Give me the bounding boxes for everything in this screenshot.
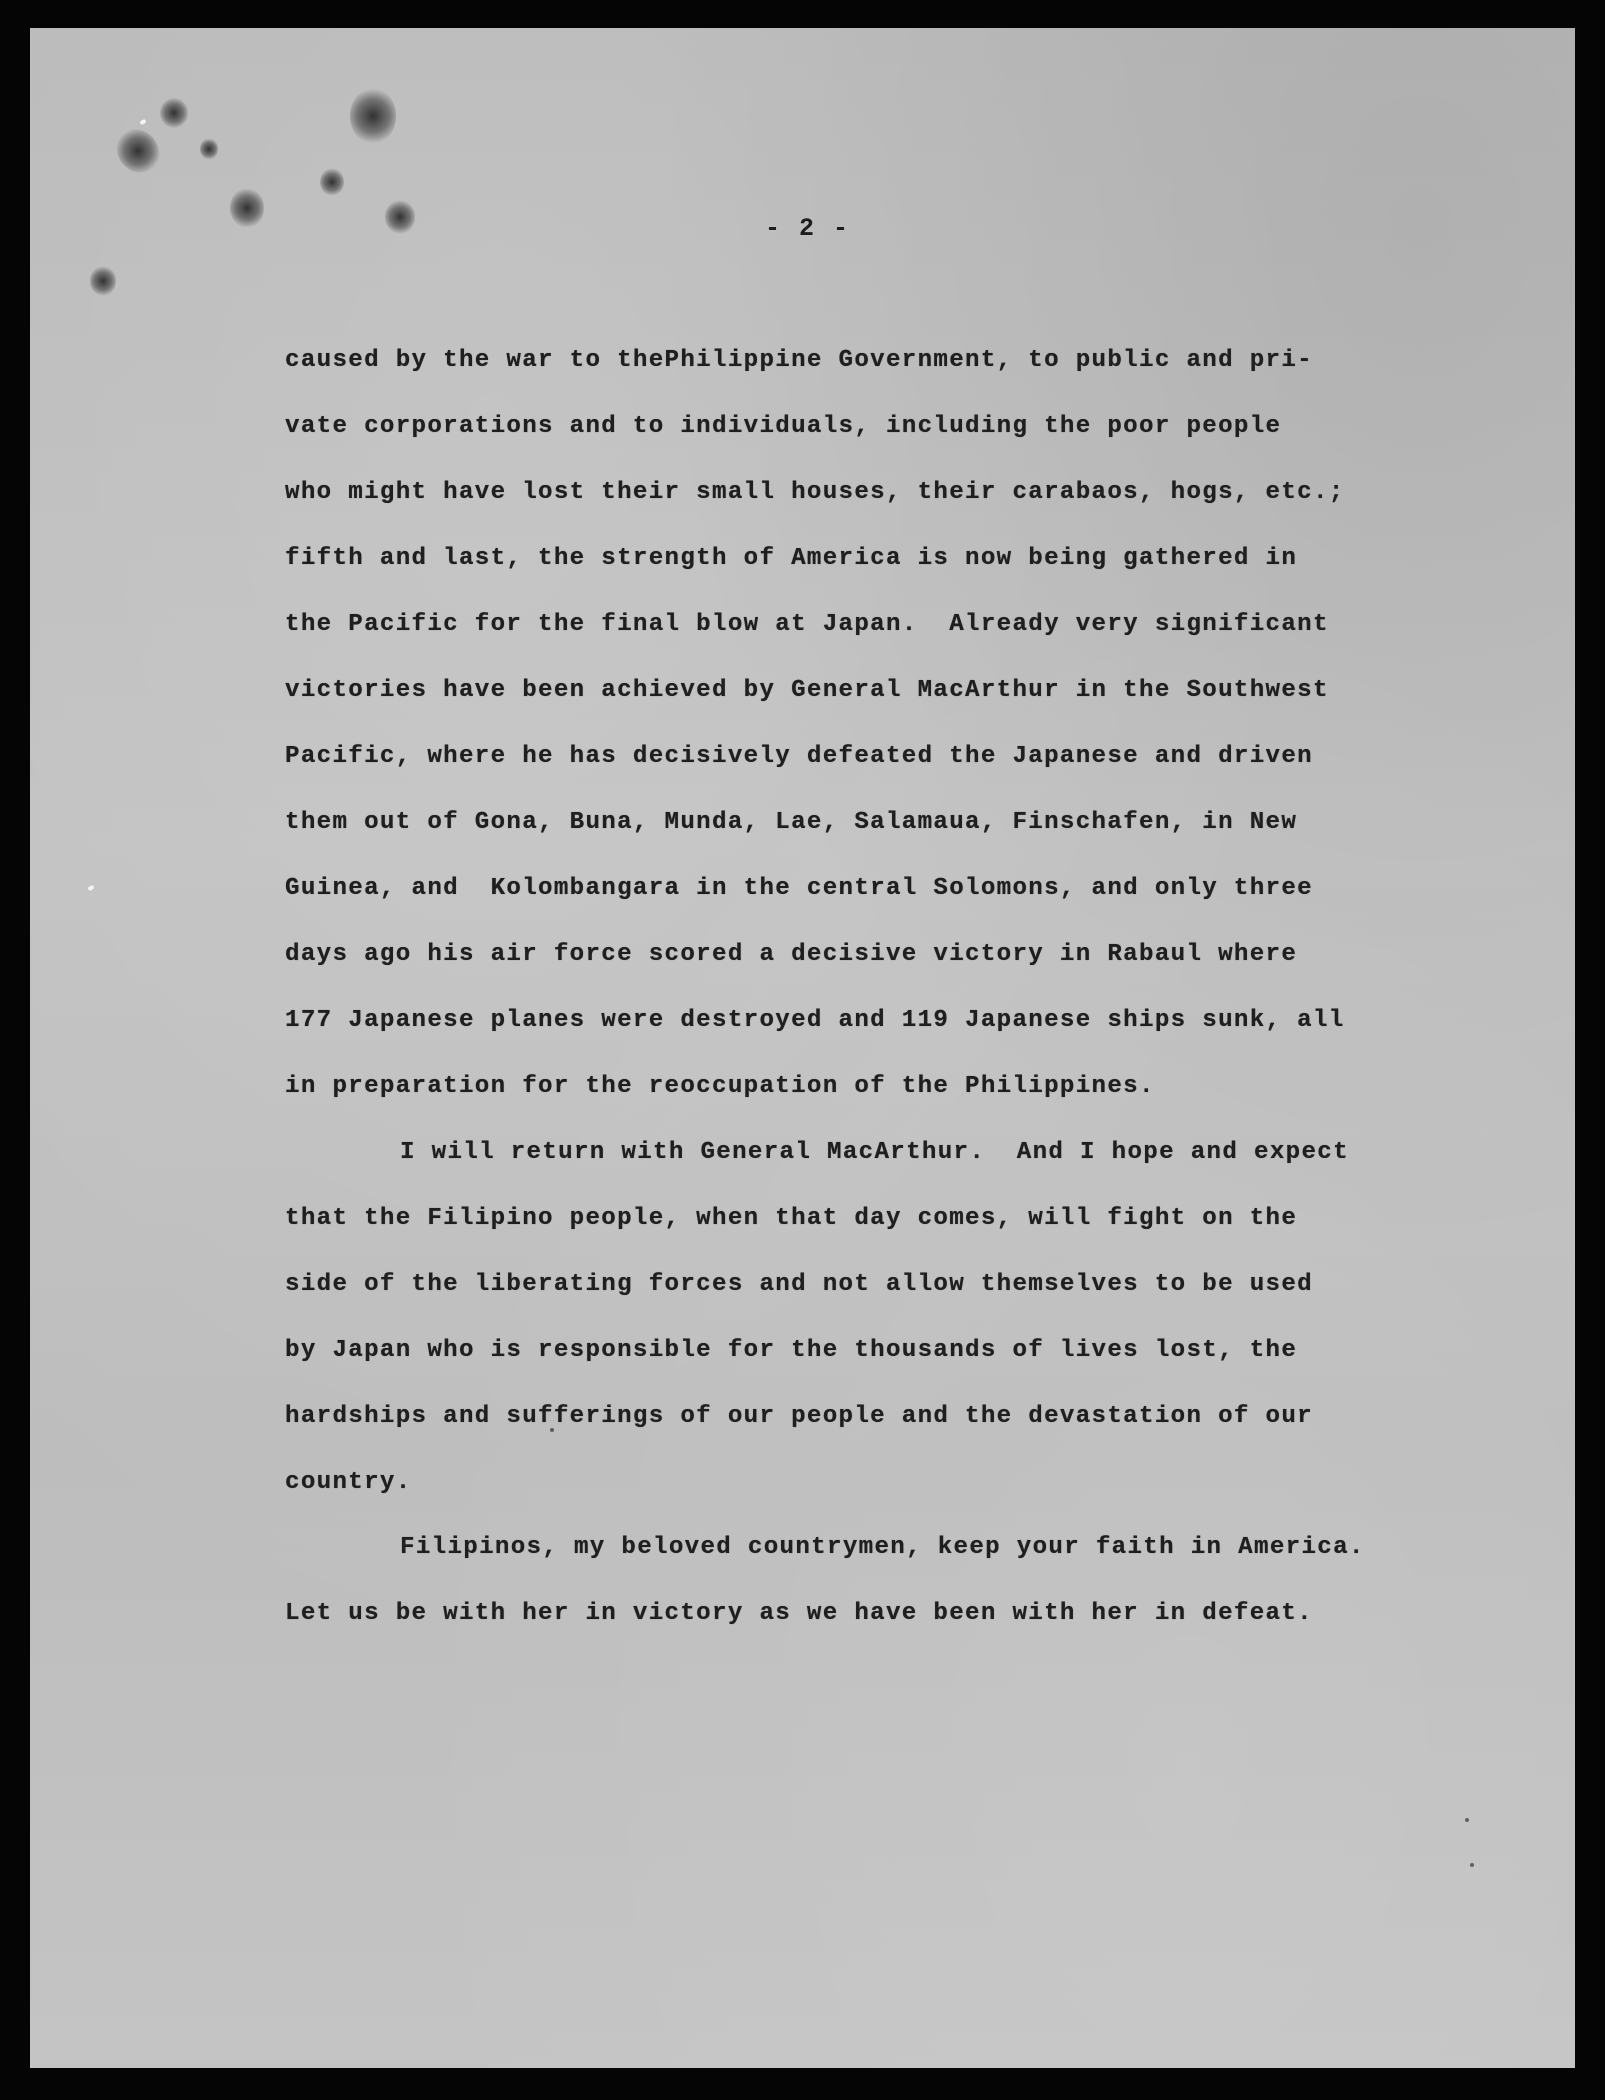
paper-speck	[139, 119, 146, 125]
text-line: Filipinos, my beloved countrymen, keep your faith in America.	[400, 1534, 1365, 1561]
paper-sheet	[30, 28, 1575, 2068]
ink-stain	[108, 121, 168, 182]
text-line: that the Filipino people, when that day comes, will fight on the	[285, 1205, 1298, 1232]
ink-stain	[90, 266, 116, 296]
paper-speck	[1470, 1863, 1474, 1867]
text-line: side of the liberating forces and not allow themselves to be used	[285, 1271, 1313, 1298]
ink-stain	[200, 138, 218, 160]
ink-stain	[350, 88, 396, 144]
text-line: caused by the war to thePhilippine Government, to public and pri-	[285, 347, 1313, 374]
text-line: 177 Japanese planes were destroyed and 119 Japanese ships sunk, all	[285, 1007, 1345, 1034]
text-line: country.	[285, 1469, 412, 1496]
text-line: Let us be with her in victory as we have been with her in defeat.	[285, 1600, 1313, 1627]
text-line: days ago his air force scored a decisive victory in Rabaul where	[285, 941, 1298, 968]
paper-speck	[87, 885, 94, 891]
text-line: who might have lost their small houses, their carabaos, hogs, etc.;	[285, 479, 1345, 506]
text-line: Pacific, where he has decisively defeated the Japanese and driven	[285, 743, 1313, 770]
page-number: - 2 -	[764, 214, 850, 243]
text-line: victories have been achieved by General MacArthur in the Southwest	[285, 677, 1329, 704]
text-line: the Pacific for the final blow at Japan. Already very significant	[285, 611, 1329, 638]
paragraph-1	[285, 328, 1445, 1120]
ink-stain	[320, 168, 344, 196]
text-line: them out of Gona, Buna, Munda, Lae, Salamaua, Finschafen, in New	[285, 809, 1298, 836]
paper-speck	[1465, 1818, 1469, 1822]
text-line: hardships and sufferings of our people and the devastation of our	[285, 1403, 1313, 1430]
ink-stain	[160, 98, 188, 128]
paragraph-2	[285, 1120, 1445, 1516]
text-line: in preparation for the reoccupation of the Philippines.	[285, 1073, 1155, 1100]
text-line: vate corporations and to individuals, including the poor people	[285, 413, 1282, 440]
text-line: by Japan who is responsible for the thousands of lives lost, the	[285, 1337, 1298, 1364]
text-line: I will return with General MacArthur. And I hope and expect	[400, 1139, 1349, 1166]
paragraph-3	[285, 1515, 1445, 1647]
text-line: fifth and last, the strength of America is now being gathered in	[285, 545, 1298, 572]
text-line: Guinea, and Kolombangara in the central Solomons, and only three	[285, 875, 1313, 902]
